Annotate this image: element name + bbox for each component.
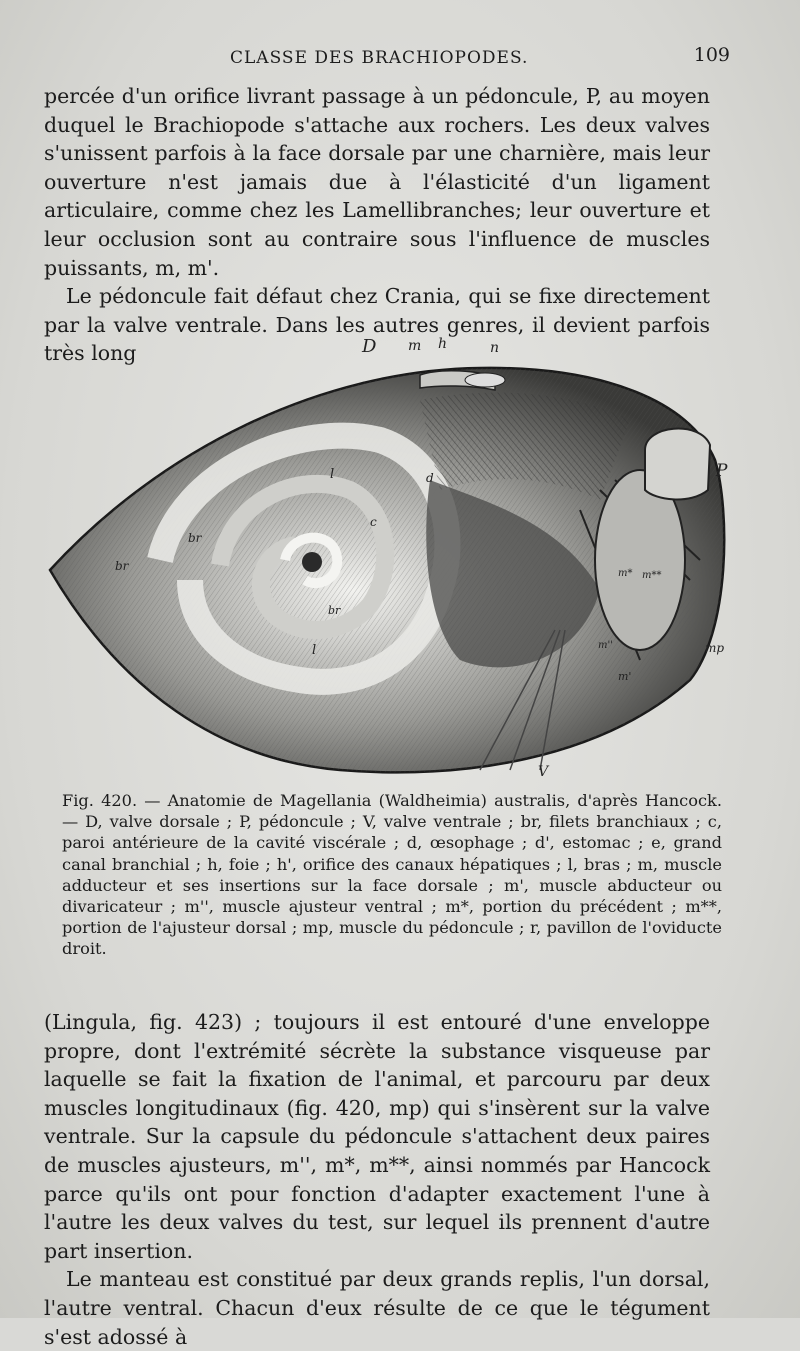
label-br-1: br: [188, 531, 202, 545]
label-c: c: [370, 515, 377, 529]
label-m-star2: m**: [642, 570, 662, 581]
label-l-2: l: [312, 643, 317, 658]
body-text-top: [44, 82, 710, 368]
paragraph: Le manteau est constitué par deux grands replis, l'un dorsal, l'autre ventral. Chacun d'eux résulte de ce que le tégument s'est adossé à: [44, 1267, 710, 1349]
paragraph: Le pédoncule fait défaut chez Crania, qui se fixe directement par la valve ventrale. Dans les autres genres, il devient parfois très long: [44, 284, 710, 366]
brachiopod-anatomy-engraving: [40, 330, 740, 785]
label-m-star: m*: [618, 568, 633, 579]
label-V: V: [538, 764, 549, 780]
label-br-2: br: [115, 559, 129, 573]
caption-text: Fig. 420. — Anatomie de Magellania (Waldheimia) australis, d'après Hancock. — D, valve dorsale ; P, pédoncule ; V, valve ventrale ; br, filets branchiaux ; c, paroi antérieure de la cavité viscérale ; d, œsophage ; d', estomac ; e, grand canal branchial ; h, foie ; h', orifice des canaux hépatiques ; l, bras ; m, muscle adducteur et ses insertions sur la face dorsale ; m', muscle abducteur ou divaricateur ; m'', muscle ajusteur ventral ; m*, portion du précédent ; m**, portion de l'ajusteur dorsal ; mp, muscle du pédoncule ; r, pavillon de l'oviducte droit.: [62, 791, 722, 959]
label-D: D: [362, 336, 377, 357]
page-number: 109: [693, 44, 730, 66]
label-mp: mp: [705, 641, 725, 655]
page-header: [40, 44, 730, 74]
label-P: P: [716, 461, 728, 481]
figure-caption: [62, 790, 722, 960]
label-l-1: l: [330, 467, 335, 482]
paragraph: percée d'un orifice livrant passage à un pédoncule, P, au moyen duquel le Brachiopode s'attache aux rochers. Les deux valves s'unissent parfois à la face dorsale par une charnière, mais leur ouverture n'est jamais due à l'élasticité d'un ligament articulaire, comme chez les Lamellibranches; leur ouverture et leur occlusion sont au contraire sous l'influence de muscles puissants, m, m'.: [44, 84, 710, 280]
paragraph: (Lingula, fig. 423) ; toujours il est entouré d'une enveloppe propre, dont l'extrémité sécrète la substance visqueuse par laquelle se fait la fixation de l'animal, et parcouru par deux muscles longitudinaux (fig. 420, mp) qui s'insèrent sur la valve ventrale. Sur la capsule du pédoncule s'attachent deux paires de muscles ajusteurs, m'', m*, m**, ainsi nommés par Hancock parce qu'ils ont pour fonction d'adapter exactement l'une à l'autre les deux valves du test, sur lequel ils prennent d'autre part insertion.: [44, 1010, 710, 1263]
label-h: h: [438, 336, 448, 352]
body-text-bottom: [44, 1008, 710, 1351]
running-title: CLASSE DES BRACHIOPODES.: [230, 48, 529, 68]
label-m: m: [408, 338, 422, 354]
peduncle: [645, 429, 710, 500]
label-br-3: br: [328, 604, 341, 617]
label-m-prime: m': [618, 670, 632, 683]
label-d: d: [426, 471, 434, 485]
figure-420-illustration: [40, 330, 740, 785]
label-n: n: [490, 340, 500, 356]
label-m-second: m'': [598, 640, 613, 651]
